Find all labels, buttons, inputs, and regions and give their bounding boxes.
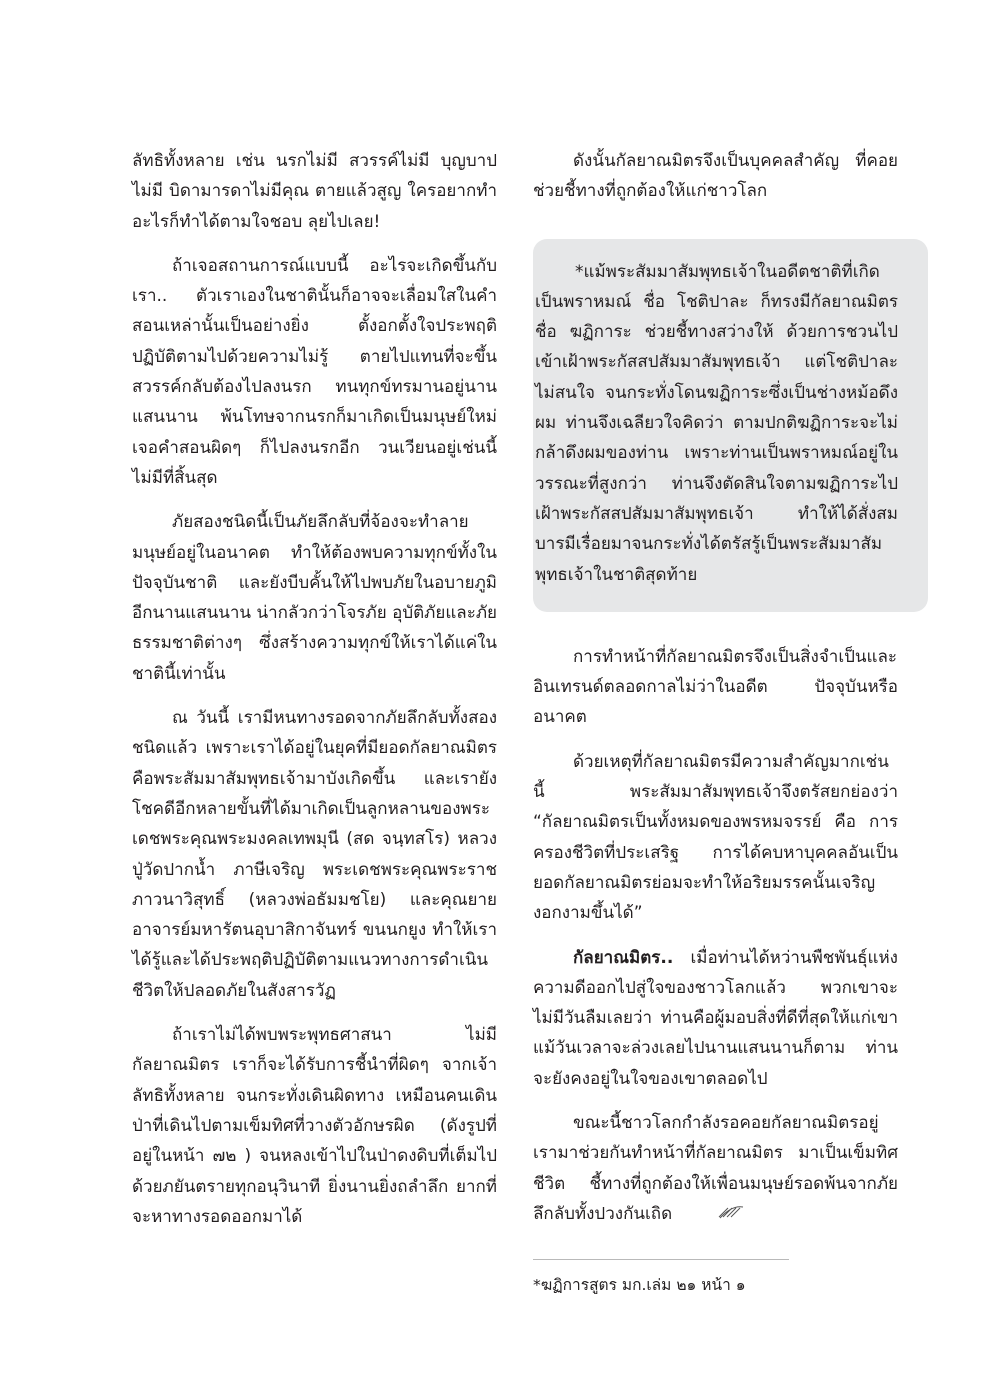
- callout-text: *แม้พระสัมมาสัมพุทธเจ้าในอดีตชาติที่เกิดเป็นพราหมณ์ ชื่อ โชติปาละ ก็ทรงมีกัลยาณมิตร ชื่อ ฆฏิการะ ช่วยชี้ทางสว่างให้ ด้วยการชวนไปเข้าเฝ้าพระกัสสปสัมมาสัมพุทธเจ้า แต่โชติปาละไม่สนใจ จนกระทั่งโดนฆฏิการะซึ่งเป็นช่างหม้อดึงผม ท่านจึงเฉลียวใจคิดว่า ตามปกติฆฏิการะจะไม่กล้าดึงผมของท่าน เพราะท่านเป็นพราหมณ์อยู่ในวรรณะที่สูงกว่า ท่านจึงตัดสินใจตามฆฏิการะไปเฝ้าพระกัสสปสัมมาสัมพุทธเจ้า ทำให้ได้สั่งสมบารมีเรื่อยมาจนกระทั่งได้ตรัสรู้เป็นพระสัมมาสัมพุทธเจ้าในชาติสุดท้าย: [535, 261, 898, 585]
- footnote-divider: [533, 1259, 789, 1260]
- right-paragraph-4-text: เมื่อท่านได้หว่านพืชพันธุ์แห่งความดีออกไปสู่ใจของชาวโลกแล้ว พวกเขาจะไม่มีวันลืมเลยว่า ท่านคือผู้มอบสิ่งที่ดีที่สุดให้แก่เขา แม้วันเวลาจะล่วงเลยไปนานแสนนานก็ตาม ท่านจะยังคงอยู่ในใจของเขาตลอดไป: [533, 947, 898, 1089]
- kalyanamitta-term: กัลยาณมิตร..: [573, 947, 674, 968]
- left-paragraph-4: ณ วันนี้ เรามีหนทางรอดจากภัยลึกลับทั้งสองชนิดแล้ว เพราะเราได้อยู่ในยุคที่มียอดกัลยาณมิตร คือพระสัมมาสัมพุทธเจ้ามาบังเกิดขึ้น และเรายังโชคดีอีกหลายขั้นที่ได้มาเกิดเป็นลูกหลานของพระเดชพระคุณพระมงคลเทพมุนี (สด จนฺทสโร) หลวงปู่วัดปากน้ำ ภาษีเจริญ พระเดชพระคุณพระราชภาวนาวิสุทธิ์ (หลวงพ่อธัมมชโย) และคุณยายอาจารย์มหารัตนอุบาสิกาจันทร์ ขนนกยูง ทำให้เราได้รู้และได้ประพฤติปฏิบัติตามแนวทางการดำเนินชีวิตให้ปลอดภัยในสังสารวัฏ: [132, 708, 497, 1001]
- footnote: *ฆฏิการสูตร มก.เล่ม ๒๑ หน้า ๑: [533, 1276, 746, 1295]
- left-paragraph-1: ลัทธิทั้งหลาย เช่น นรกไม่มี สวรรค์ไม่มี บุญบาปไม่มี บิดามารดาไม่มีคุณ ตายแล้วสูญ ใครอยากทำอะไรก็ทำได้ตามใจชอบ ลุยไปเลย!: [132, 151, 497, 232]
- left-paragraph-3: ภัยสองชนิดนี้เป็นภัยลึกลับที่จ้องจะทำลายมนุษย์อยู่ในอนาคต ทำให้ต้องพบความทุกข์ทั้งในปัจจุบันชาติ และยังบีบคั้นให้ไปพบภัยในอบายภูมิอีกนานแสนนาน น่ากลัวกว่าโจรภัย อุบัติภัยและภัยธรรมชาติต่างๆ ซึ่งสร้างความทุกข์ให้เราได้แค่ในชาตินี้เท่านั้น: [132, 512, 497, 684]
- right-paragraph-3: ด้วยเหตุที่กัลยาณมิตรมีความสำคัญมากเช่นนี้ พระสัมมาสัมพุทธเจ้าจึงตรัสยกย่องว่า “กัลยาณมิตรเป็นทั้งหมดของพรหมจรรย์ คือ การครองชีวิตที่ประเสริฐ การได้คบหาบุคคลอันเป็นยอดกัลยาณมิตรย่อมจะทำให้อริยมรรคนั้นเจริญงอกงามขึ้นได้”: [533, 751, 898, 924]
- feather-end-mark-icon: [678, 1199, 744, 1229]
- right-paragraph-4: [533, 943, 898, 1094]
- right-paragraph-5-text: ขณะนี้ชาวโลกกำลังรอคอยกัลยาณมิตรอยู่ เรามาช่วยกันทำหน้าที่กัลยาณมิตร มาเป็นเข็มทิศชีวิต ชี้ทางที่ถูกต้องให้เพื่อนมนุษย์รอดพ้นจากภัยลึกลับทั้งปวงกันเถิด: [533, 1113, 898, 1225]
- right-column: [533, 146, 898, 1298]
- right-paragraph-5: [533, 1108, 898, 1229]
- left-paragraph-5: ถ้าเราไม่ได้พบพระพุทธศาสนา ไม่มีกัลยาณมิตร เราก็จะได้รับการชี้นำที่ผิดๆ จากเจ้าลัทธิทั้งหลาย จนกระทั่งเดินผิดทาง เหมือนคนเดินป่าที่เดินไปตามเข็มทิศที่วางตัวอักษรผิด (ดังรูปที่อยู่ในหน้า ๗๒ ) จนหลงเข้าไปในป่าดงดิบที่เต็มไปด้วยภยันตรายทุกอนุวินาที ยิ่งนานยิ่งถลำลึก ยากที่จะหาทางรอดออกมาได้: [132, 1025, 497, 1227]
- left-column: [132, 146, 497, 1232]
- left-paragraph-2: ถ้าเจอสถานการณ์แบบนี้ อะไรจะเกิดขึ้นกับเรา.. ตัวเราเองในชาตินั้นก็อาจจะเลื่อมใสในคำสอนเหล่านั้นเป็นอย่างยิ่ง ตั้งอกตั้งใจประพฤติปฏิบัติตามไปด้วยความไม่รู้ ตายไปแทนที่จะขึ้นสวรรค์กลับต้องไปลงนรก ทนทุกข์ทรมานอยู่นานแสนนาน พ้นโทษจากนรกก็มาเกิดเป็นมนุษย์ใหม่ เจอคำสอนผิดๆ ก็ไปลงนรกอีก วนเวียนอยู่เช่นนี้ไม่มีที่สิ้นสุด: [132, 255, 497, 488]
- story-callout-box: [533, 239, 928, 612]
- right-paragraph-1: ดังนั้นกัลยาณมิตรจึงเป็นบุคคลสำคัญ ที่คอยช่วยชี้ทางที่ถูกต้องให้แก่ชาวโลก: [533, 151, 898, 202]
- right-paragraph-2: การทำหน้าที่กัลยาณมิตรจึงเป็นสิ่งจำเป็นและอินเทรนด์ตลอดกาลไม่ว่าในอดีต ปัจจุบันหรืออนาคต: [533, 646, 898, 728]
